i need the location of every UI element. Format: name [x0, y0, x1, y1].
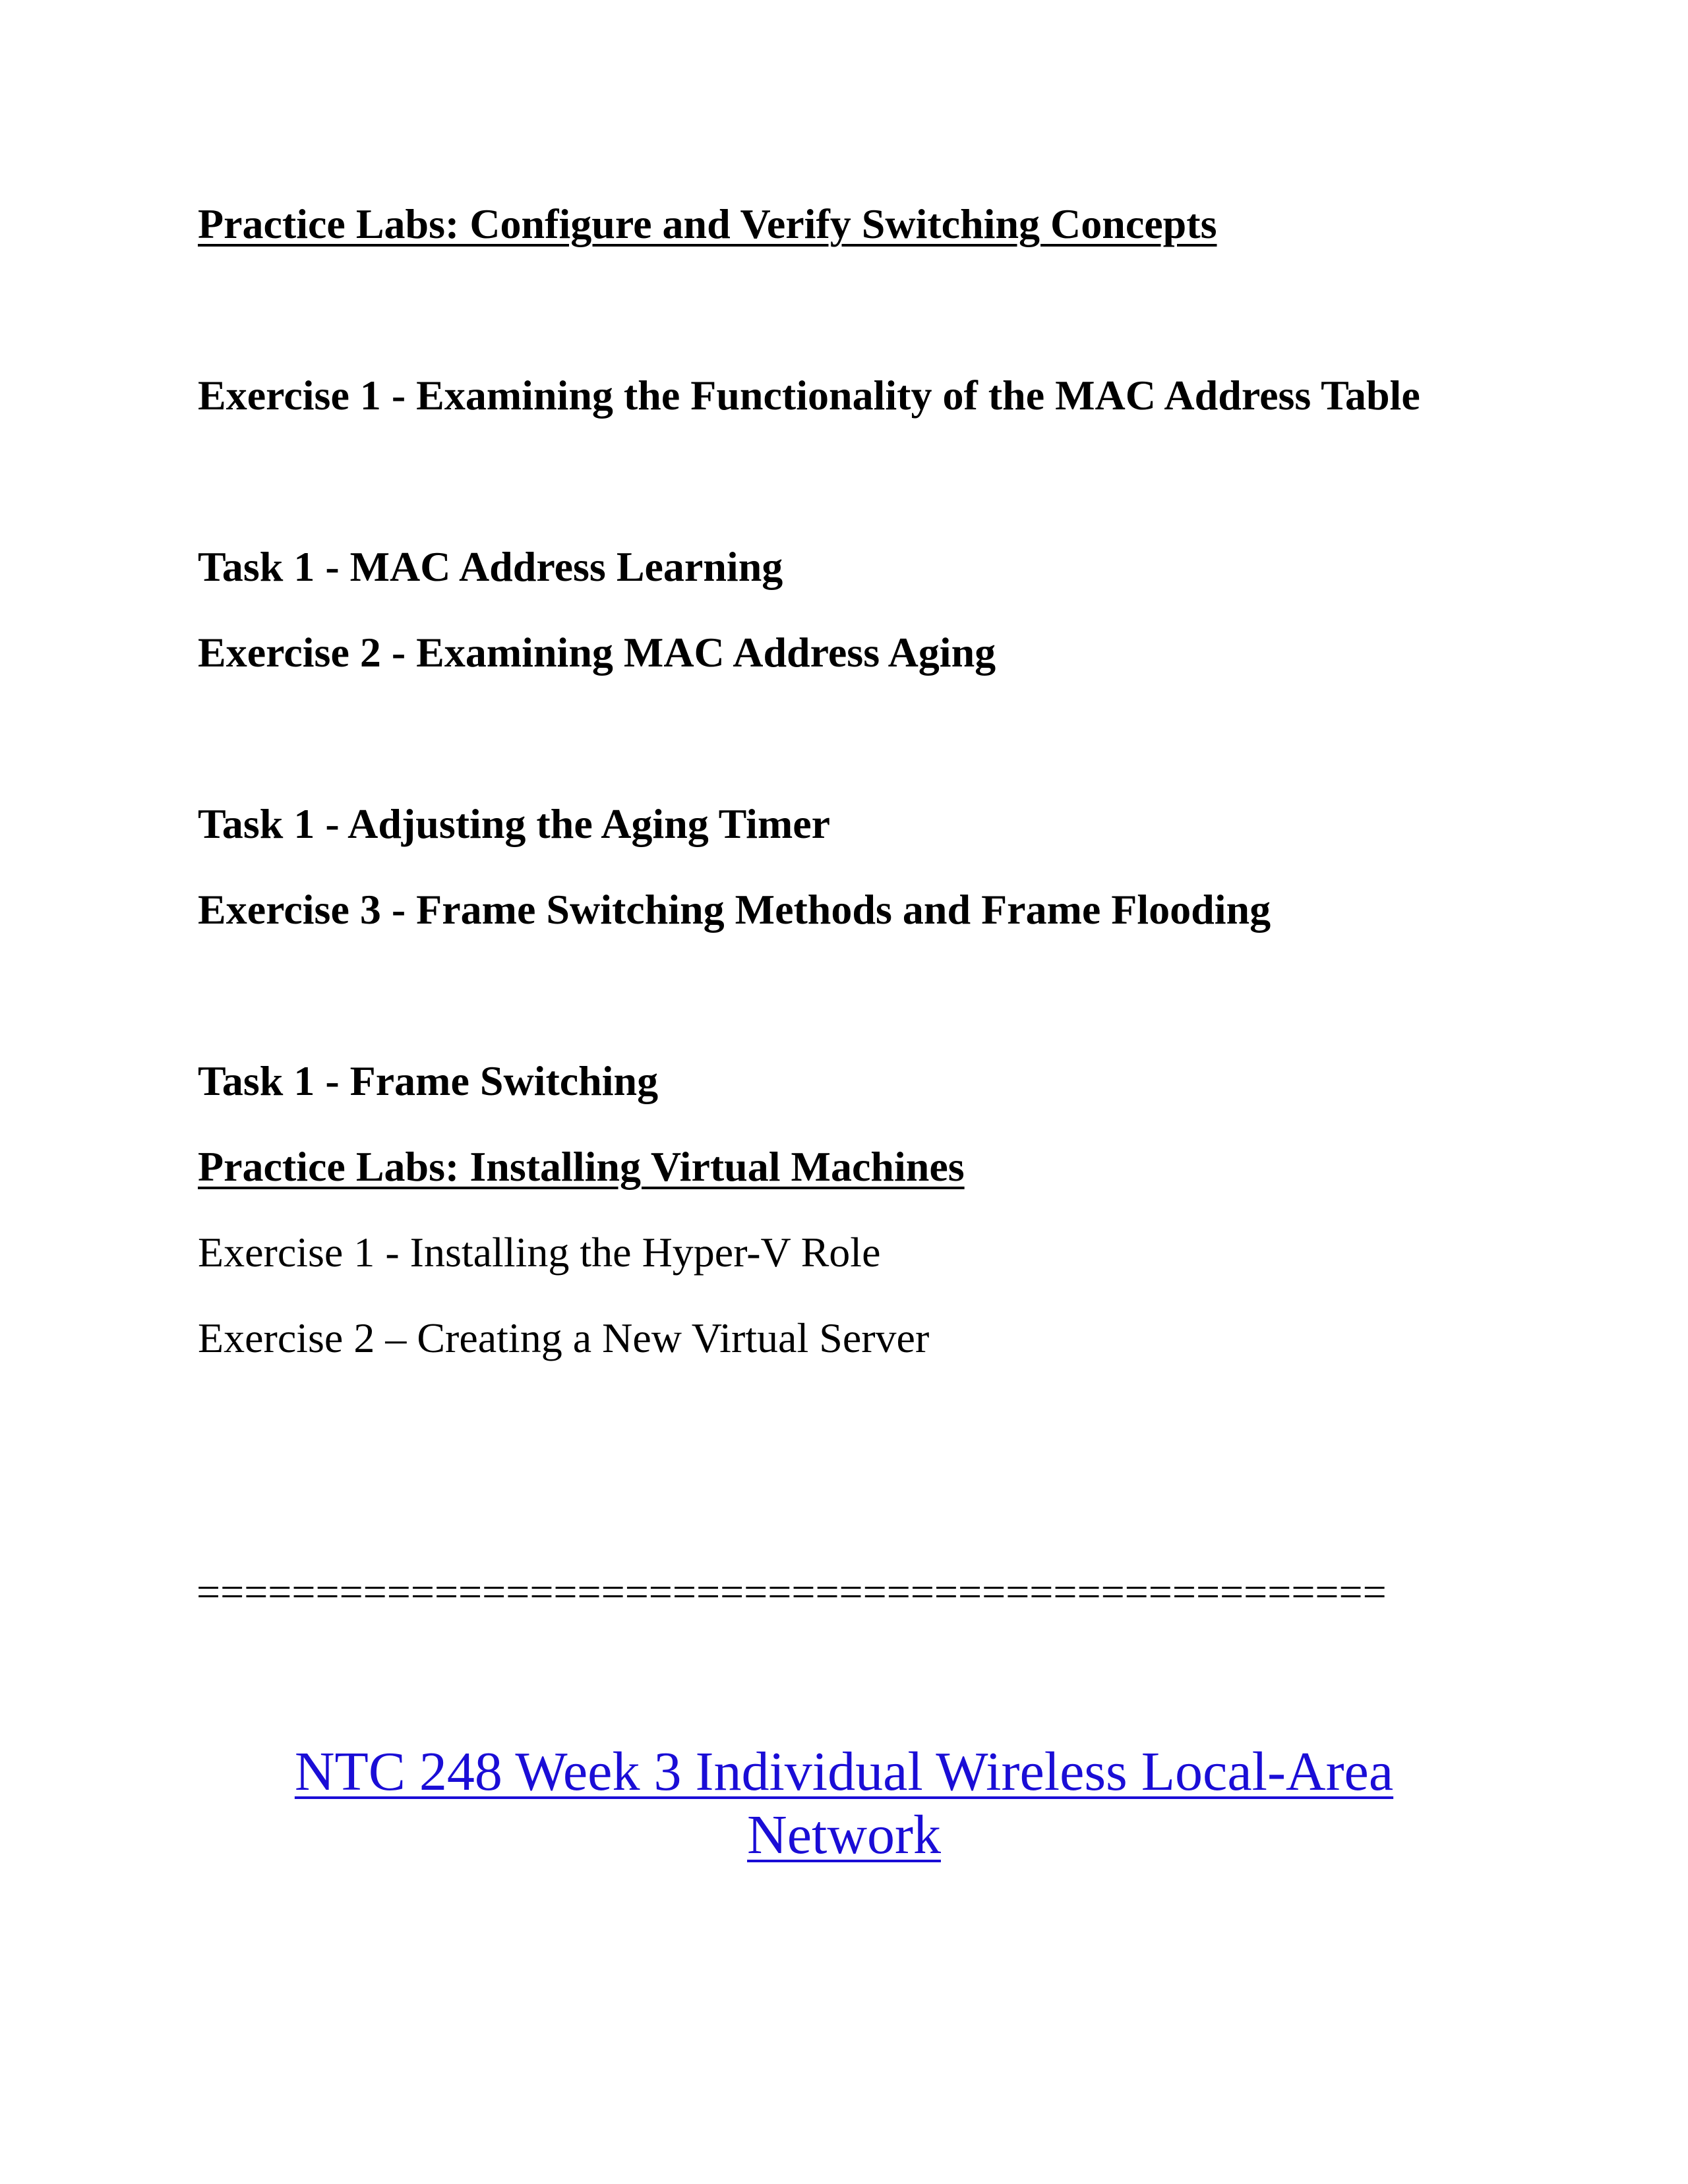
- section-heading-virtual-machines: Practice Labs: Installing Virtual Machines: [198, 1143, 965, 1190]
- task-mac-learning: Task 1 - MAC Address Learning: [198, 543, 783, 590]
- task-frame-switching: Task 1 - Frame Switching: [198, 1057, 659, 1104]
- exercise-3-frame-switching: Exercise 3 - Frame Switching Methods and Frame Flooding: [198, 886, 1271, 933]
- task-aging-timer: Task 1 - Adjusting the Aging Timer: [198, 800, 831, 847]
- section-heading-switching: Practice Labs: Configure and Verify Switching Concepts: [198, 200, 1217, 247]
- link-line-1[interactable]: NTC 248 Week 3 Individual Wireless Local-Area: [294, 1741, 1394, 1802]
- exercise-1-mac-table: Exercise 1 - Examining the Functionality of the MAC Address Table: [198, 372, 1420, 419]
- exercise-2-virtual-server: Exercise 2 – Creating a New Virtual Server: [198, 1314, 930, 1361]
- link-line-2[interactable]: Network: [747, 1804, 941, 1866]
- exercise-2-mac-aging: Exercise 2 - Examining MAC Address Aging: [198, 629, 996, 676]
- divider-line: ==================================================: [196, 1568, 1387, 1615]
- link-block: [0, 1740, 1688, 1867]
- ntc-248-link[interactable]: [295, 1741, 1393, 1866]
- exercise-1-hyper-v: Exercise 1 - Installing the Hyper-V Role: [198, 1229, 881, 1276]
